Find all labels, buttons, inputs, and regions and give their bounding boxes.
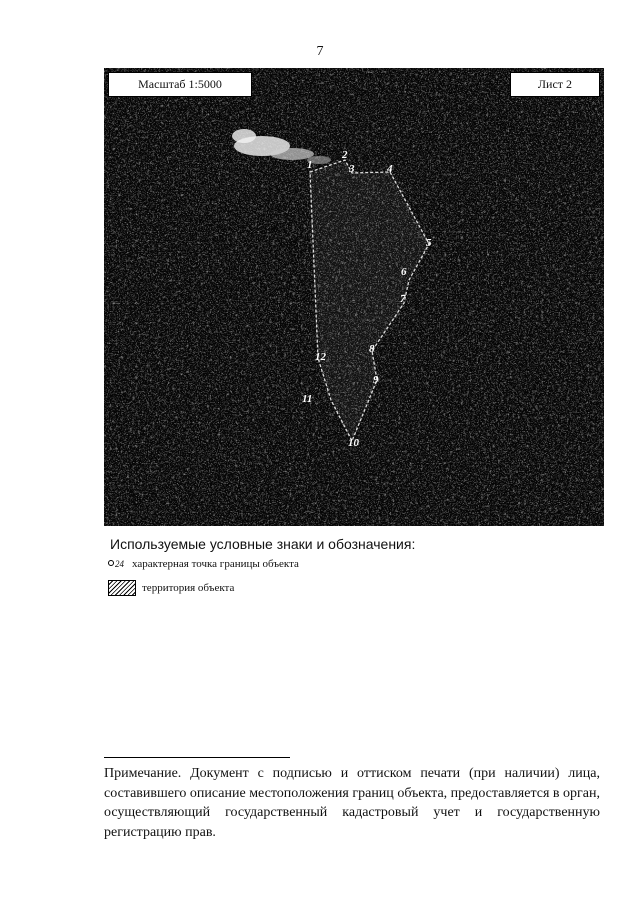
satellite-image: [104, 68, 604, 526]
hatch-swatch-icon: [108, 580, 136, 596]
point-label: 11: [302, 393, 313, 405]
point-label: 7: [400, 293, 406, 305]
legend-territory-text: территория объекта: [142, 582, 235, 594]
legend-item-territory: [108, 580, 234, 596]
boundary-map: [104, 68, 604, 526]
point-label: 10: [348, 437, 359, 449]
legend-point-text: характерная точка границы объекта: [132, 558, 299, 570]
point-label: 3: [349, 163, 355, 175]
footnote-text: Примечание. Документ с подписью и оттиском печати (при наличии) лица, составившего описание местоположения границ объекта, предоставляется в орган, осуществляющий государственный кадастровый учет и государственную регистрацию прав.: [104, 766, 600, 840]
legend-item-point: [108, 558, 299, 570]
legend-title: Используемые условные знаки и обозначения:: [110, 536, 416, 552]
point-label: 6: [401, 266, 407, 278]
sheet-label: Лист 2: [510, 72, 600, 97]
point-label: 4: [387, 163, 393, 175]
point-symbol-icon: [108, 559, 124, 569]
point-label: 5: [426, 237, 432, 249]
point-label: 8: [369, 343, 375, 355]
page-number: 7: [316, 44, 324, 59]
point-label: 12: [315, 351, 326, 363]
scale-label: Масштаб 1:5000: [108, 72, 252, 97]
point-label: 1: [307, 159, 313, 171]
point-symbol-number: 24: [115, 559, 124, 569]
point-label: 2: [342, 149, 348, 161]
point-label: 9: [373, 374, 379, 386]
footnote-divider: [104, 757, 290, 758]
